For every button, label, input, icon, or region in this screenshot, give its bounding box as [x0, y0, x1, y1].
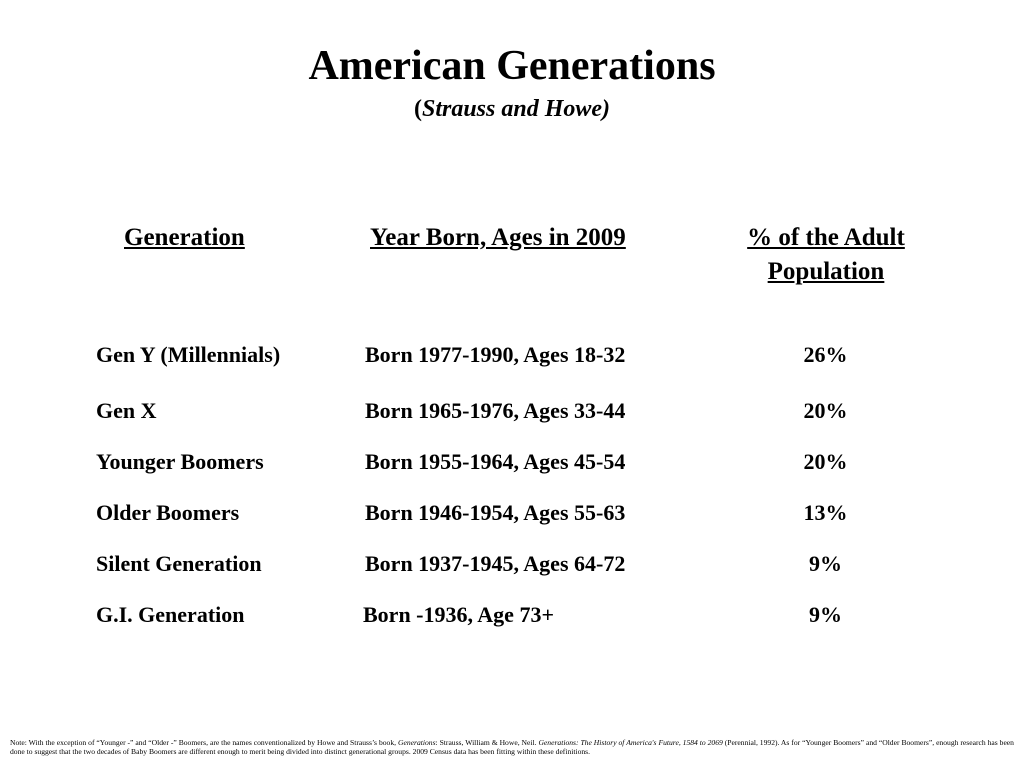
- header-percent-line2: Population: [767, 258, 885, 285]
- table-row: [0, 547, 1024, 581]
- table-row: [0, 338, 1024, 372]
- footnote: [10, 738, 1014, 757]
- generation-name: G.I. Generation: [96, 602, 245, 627]
- footnote-text-1: Note: With the exception of “Younger -” and “Older -” Boomers, are the names conventionalized by Howe and Strauss’s book,: [10, 738, 398, 747]
- adult-population-percent: 26%: [803, 342, 848, 367]
- table-row: [0, 445, 1024, 479]
- year-born: Born 1937-1945, Ages 64-72: [365, 551, 626, 576]
- adult-population-percent: 13%: [803, 500, 848, 525]
- adult-population-percent: 20%: [803, 449, 848, 474]
- footnote-text-3: (Perennial, 1992). As for “Younger Boomers” and “Older Boomers”, enough research has been done to suggest that the two decades of Baby Boomers are different enough to merit being divided into distinct generational groups. 2009 Census data has been fitting within these definitions.: [10, 738, 1014, 757]
- generation-name: Younger Boomers: [96, 449, 264, 474]
- table-row: [0, 496, 1024, 530]
- year-born: Born 1946-1954, Ages 55-63: [365, 500, 626, 525]
- adult-population-percent: 9%: [809, 602, 842, 627]
- generation-name: Silent Generation: [96, 551, 262, 576]
- year-born: Born 1977-1990, Ages 18-32: [365, 342, 626, 367]
- adult-population-percent: 20%: [803, 398, 848, 423]
- header-percent-line1: % of the Adult: [747, 224, 905, 251]
- year-born: Born -1936, Age 73+: [363, 602, 554, 627]
- slide-title: American Generations: [308, 43, 716, 89]
- subtitle-authors: Strauss and Howe): [421, 96, 611, 122]
- generation-name: Older Boomers: [96, 500, 240, 525]
- generation-name: Gen X: [96, 398, 157, 423]
- header-percent-population: [724, 221, 928, 289]
- header-year-born: Year Born, Ages in 2009: [370, 224, 626, 251]
- footnote-book-title-1: Generations: [397, 738, 436, 747]
- year-born: Born 1965-1976, Ages 33-44: [365, 398, 626, 423]
- footnote-text-2: : Strauss, William & Howe, Neil.: [435, 738, 539, 747]
- table-row: [0, 598, 1024, 632]
- footnote-book-title-2: Generations: The History of America's Future, 1584 to 2069: [538, 738, 723, 747]
- slide-subtitle: [0, 94, 1024, 124]
- adult-population-percent: 9%: [809, 551, 842, 576]
- table-row: [0, 394, 1024, 428]
- generation-name: Gen Y (Millennials): [96, 342, 281, 367]
- header-generation: Generation: [124, 224, 245, 251]
- subtitle-open-paren: (: [413, 96, 422, 122]
- year-born: Born 1955-1964, Ages 45-54: [365, 449, 626, 474]
